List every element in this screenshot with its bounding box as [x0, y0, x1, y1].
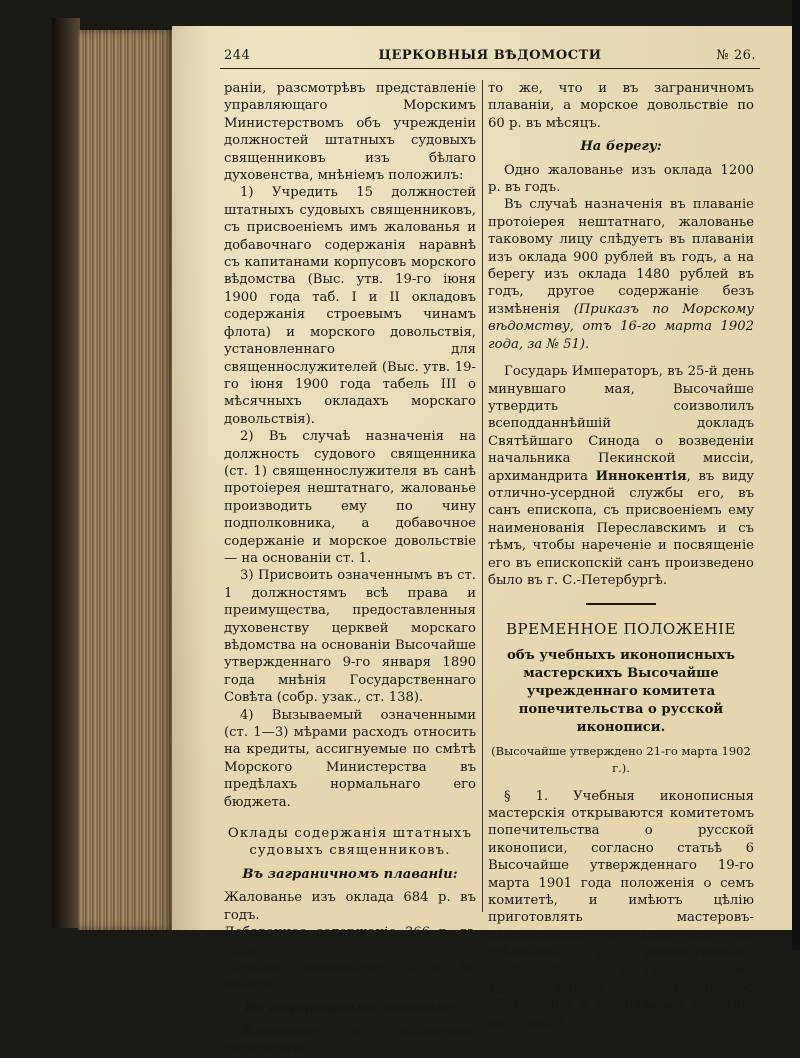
- journal-title: ЦЕРКОВНЫЯ ВѢДОМОСТИ: [378, 48, 602, 63]
- column-separator: [482, 80, 483, 912]
- salary-line: Добавочное содержаніе 366 р. въ годъ.: [224, 925, 476, 958]
- page-edges: [78, 30, 174, 930]
- paragraph: 3) Присвоить означеннымъ въ ст. 1 должностямъ всѣ права и преимущества, предоставленныя духовенству церквей морскаго вѣдомства на основаніи Высочайше утвержденнаго 9-го января 1890 года мнѣнія Государственнаго Совѣта (собр. узак., ст. 138).: [224, 568, 476, 706]
- paragraph: [488, 196, 754, 353]
- paragraph: 4) Вызываемый означенными (ст. 1—3) мѣрами расходъ относить на кредиты, ассигнуемые по смѣтѣ Морского Министерства въ предѣлахъ нормальнаго его бюджета.: [224, 707, 476, 810]
- paragraph-text: , въ виду отлично-усердной службы его, въ санъ епископа, съ присвоеніемъ ему наименованія Переславскимъ и съ тѣмъ, чтобы нареченіе и посвященіе его въ епископскій санъ произведено было въ г. С.-Петербургѣ.: [488, 468, 754, 588]
- issue-number: № 26.: [716, 48, 756, 63]
- salary-line: Жалованье изъ оклада 684 р. въ годъ.: [224, 890, 476, 923]
- paragraph-text: Государь Императоръ, въ 25-й день минувшаго мая, Высочайше утвердить соизволилъ всеподданнѣйшій докладъ Святѣйшаго Синода о возведеніи начальника Пекинской миссіи, архимандрита: [488, 364, 754, 484]
- subheading: Въ заграничномъ плаваніи:: [242, 866, 458, 882]
- background-edge: [792, 0, 800, 950]
- paragraph: раніи, разсмотрѣвъ представленіе управляющаго Морскимъ Министерствомъ объ учрежденіи должностей штатныхъ судовыхъ священниковъ изъ бѣлаго духовенства, мнѣніемъ положилъ:: [224, 81, 476, 184]
- paragraph: Одно жалованье изъ оклада 1200 р. въ годъ.: [488, 162, 754, 196]
- name-innokenty: Иннокентія: [595, 468, 687, 484]
- document-subtitle: объ учебныхъ иконописныхъ мастерскихъ Высочайше учрежденнаго комитета попечительства о русской иконописи.: [507, 647, 735, 735]
- subheading: На берегу:: [580, 139, 662, 155]
- left-column: [224, 80, 476, 1058]
- section-heading: Оклады содержанія штатныхъ судовыхъ священниковъ.: [227, 826, 473, 859]
- book-spine-left: [52, 18, 80, 928]
- paragraph: 2) Въ случаѣ назначенія на должность судового священника (ст. 1) священнослужителя въ санѣ протоіерея нештатнаго, жалованье производить ему по чину подполковника, а добавочное содержаніе и морское довольствіе— на основаніи ст. 1.: [224, 429, 476, 566]
- running-header: [224, 48, 756, 68]
- header-rule: [220, 68, 760, 69]
- paragraph: § 1. Учебныя иконописныя мастерскія открываются комитетомъ попечительства о русской иконописи, согласно статьѣ 6 Высочайше утвержденнаго 19-го марта 1901 года положенія о семъ комитетѣ, и имѣютъ цѣлію приготовлять мастеровъ-иконописцевъ и мастеровъ по стѣннымъ и иконостаснымъ росписямъ, доставляя ученикамъ художественное иконописное образованіе и спеціальныя познанія въ области: [488, 788, 754, 1030]
- salary-line: Морское довольствіе 72 р. въ мѣсяцъ.: [224, 959, 476, 993]
- book-page: [172, 26, 792, 1057]
- paragraph: [488, 363, 754, 589]
- subheading: Во внутреннемъ плаваніи:: [244, 1000, 456, 1016]
- approval-note: (Высочайше утверждено 21-го марта 1902 г.).: [491, 743, 751, 776]
- right-column: [488, 80, 754, 1031]
- document-title: ВРЕМЕННОЕ ПОЛОЖЕНІЕ: [505, 620, 736, 639]
- paragraph: то же, что и въ заграничномъ плаваніи, а морское довольствіе по 60 р. въ мѣсяцъ.: [488, 81, 754, 131]
- paragraph-text: Въ случаѣ назначенія въ плаваніе протоіерея нештатнаго, жалованье таковому лицу слѣдуетъ въ плаваніи изъ оклада 900 рублей въ годъ, а на берегу изъ оклада 1480 рублей въ годъ, другое содержаніе безъ измѣненія: [488, 197, 754, 317]
- order-reference: (Приказъ по Морскому вѣдомству, отъ 16-го марта 1902 года, за № 51).: [488, 301, 754, 352]
- paragraph: Жалованье и добавочное содержаніе: [224, 1024, 476, 1057]
- page-number: 244: [224, 48, 251, 63]
- paragraph: 1) Учредить 15 должностей штатныхъ судовыхъ священниковъ, съ присвоеніемъ имъ жалованья и добавочнаго содержанія наравнѣ съ капитанами корпусовъ морского вѣдомства (Выс. утв. 19-го іюня 1900 года таб. I и II окладовъ содержанія строевымъ чинамъ флота) и морского довольствія, установленнаго для священнослужителей (Выс. утв. 19-го іюня 1900 года табель III о мѣсячныхъ окладахъ морскаго довольствія).: [224, 185, 476, 427]
- section-divider: [586, 603, 656, 605]
